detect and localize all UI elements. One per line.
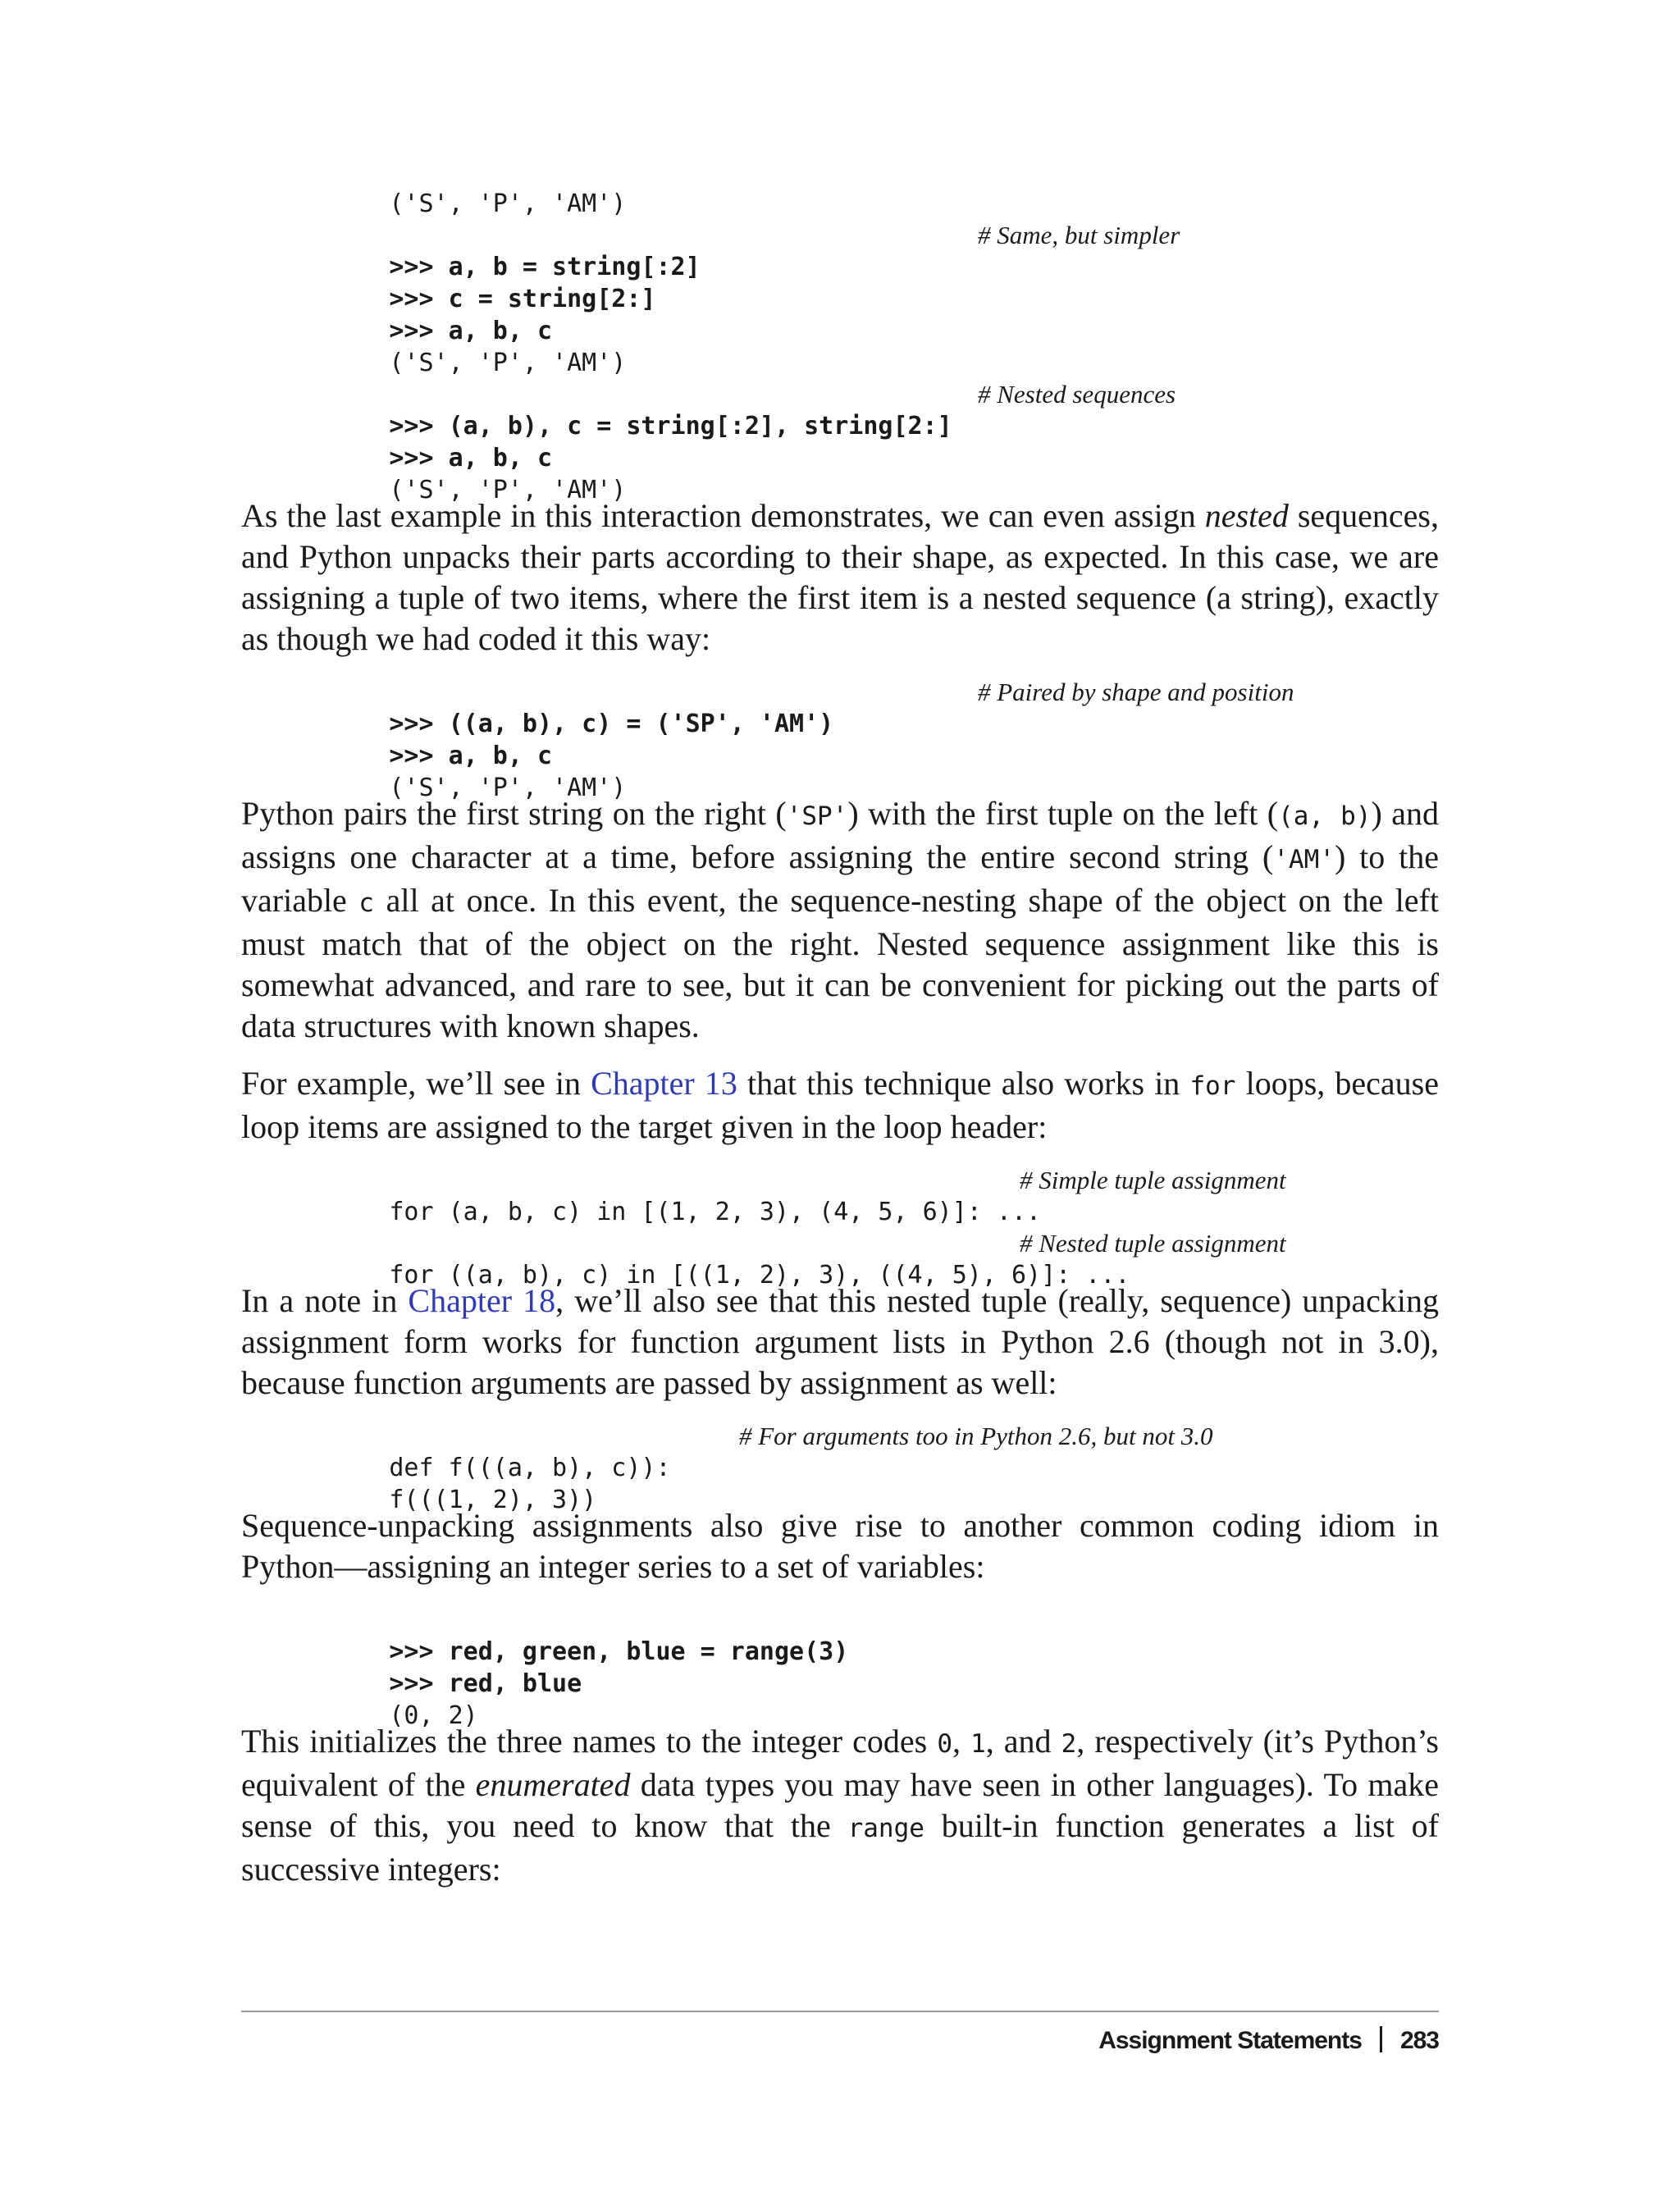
emphasis-text: enumerated	[475, 1766, 631, 1803]
text-run: ) with the first tuple on the left (	[847, 795, 1279, 832]
code-output: (0, 2)	[389, 1701, 478, 1730]
text-run: that this technique also works in	[737, 1065, 1190, 1102]
code-line	[300, 1420, 1439, 1482]
code-line	[300, 251, 1439, 313]
code-line	[300, 315, 1439, 377]
code-line	[300, 676, 1439, 738]
code-comment: # Nested sequences	[978, 380, 1176, 409]
footer-separator	[1380, 2026, 1382, 2052]
page-number: 283	[1399, 2027, 1439, 2054]
text-run: data types you may have seen in other languages). To make sense of this, you need to know that the	[241, 1766, 1440, 1844]
code-comment: # Simple tuple assignment	[1020, 1166, 1286, 1194]
code-comment: # For arguments too in Python 2.6, but not 3.0	[739, 1422, 1213, 1450]
code-line	[300, 1636, 1439, 1698]
footer-divider	[241, 2011, 1439, 2012]
inline-code: 2	[1061, 1729, 1077, 1759]
code-line	[300, 1668, 1439, 1730]
paragraph-idiom	[241, 1505, 1439, 1587]
code-input: >>> a, b, c	[389, 444, 553, 472]
code-line	[300, 410, 1439, 472]
code-comment: # Nested tuple assignment	[1020, 1229, 1286, 1258]
code-line	[300, 1452, 1439, 1514]
text-run: sequences, and Python unpacks their parts according to their shape, as expected. In this case, we are assigning a tuple of two items, where the first item is a nested sequence (a string), exactly as though we had coded it this way:	[241, 497, 1439, 657]
code-block-2	[300, 676, 1439, 802]
code-text: def f(((a, b), c)):	[389, 1454, 671, 1482]
code-text: for ((a, b), c) in [((1, 2), 3), ((4, 5), 6)]: ...	[389, 1261, 1130, 1290]
text-run: ,	[952, 1723, 971, 1760]
inline-code: for	[1189, 1071, 1236, 1101]
paragraph-range	[241, 1721, 1439, 1890]
text-run: all at once. In this event, the sequence-nesting shape of the object on the left must match that of the object on the right. Nested sequence assignment like this is somewhat advanced, and rare to see, but it can be convenient for picking out the parts of data structures with known shapes.	[241, 882, 1439, 1044]
inline-code: 'AM'	[1273, 845, 1335, 874]
code-input: >>> red, blue	[389, 1669, 582, 1698]
text-run: , and	[985, 1723, 1061, 1760]
inline-code: 'SP'	[786, 801, 848, 831]
inline-code: range	[847, 1814, 924, 1843]
code-line	[300, 1604, 1439, 1666]
code-input: >>> red, green, blue = range(3)	[389, 1637, 849, 1666]
text-run: Sequence-unpacking assignments also give rise to another common coding idiom in Python—assigning an integer series to a set of variables:	[241, 1507, 1439, 1585]
paragraph-pairing	[241, 793, 1439, 1047]
code-line	[300, 740, 1439, 802]
text-run: As the last example in this interaction demonstrates, we can even assign	[241, 497, 1205, 534]
code-block-1	[300, 156, 1439, 504]
chapter-13-link[interactable]: Chapter 13	[591, 1065, 737, 1102]
code-input: >>> c = string[2:]	[389, 285, 656, 313]
emphasis-text: nested	[1204, 497, 1289, 534]
code-output: ('S', 'P', 'AM')	[389, 349, 627, 377]
code-block-4	[300, 1420, 1439, 1514]
code-line	[300, 442, 1439, 504]
code-block-5	[300, 1604, 1439, 1730]
text-run: For example, we’ll see in	[241, 1065, 591, 1102]
code-input: >>> a, b = string[:2]	[389, 253, 701, 281]
text-run: This initializes the three names to the integer codes	[241, 1723, 938, 1760]
text-run: In a note in	[241, 1282, 409, 1319]
code-output: ('S', 'P', 'AM')	[389, 476, 627, 504]
code-comment: # Same, but simpler	[978, 221, 1180, 249]
code-line	[300, 283, 1439, 345]
code-input: >>> a, b, c	[389, 742, 553, 770]
text-run: ) to the variable	[241, 838, 1439, 919]
code-input: >>> a, b, c	[389, 317, 553, 345]
inline-code: c	[358, 888, 375, 918]
page-footer	[1098, 2025, 1439, 2057]
text-run: loops, because loop items are assigned to the target given in the loop header:	[241, 1065, 1439, 1145]
code-line	[300, 219, 1439, 281]
code-line	[300, 156, 1439, 218]
text-run: Python pairs the first string on the right (	[241, 795, 787, 832]
paragraph-for-loops	[241, 1063, 1439, 1148]
chapter-18-link[interactable]: Chapter 18	[408, 1282, 556, 1319]
footer-section-title: Assignment Statements	[1098, 2027, 1362, 2054]
code-comment: # Paired by shape and position	[978, 678, 1294, 706]
code-line	[300, 1227, 1439, 1290]
paragraph-function-arguments	[241, 1281, 1439, 1404]
text-run: , respectively (it’s Python’s equivalent of the	[241, 1723, 1439, 1803]
text-run: ) and assigns one character at a time, before assigning the entire second string (	[241, 795, 1440, 875]
code-output: ('S', 'P', 'AM')	[389, 189, 627, 218]
page-body	[241, 156, 1439, 1906]
code-line	[300, 378, 1439, 441]
text-run: built-in function generates a list of successive integers:	[241, 1807, 1440, 1888]
text-run: , we’ll also see that this nested tuple (really, sequence) unpacking assignment form works for function argument lists in Python 2.6 (though not in 3.0), because function arguments are passed by assignment as well:	[241, 1282, 1439, 1401]
code-line	[300, 708, 1439, 770]
paragraph-nested-assignment	[241, 495, 1439, 660]
inline-code: (a, b)	[1278, 801, 1372, 831]
code-line	[300, 1164, 1439, 1226]
code-block-3	[300, 1164, 1439, 1290]
code-input: >>> (a, b), c = string[:2], string[2:]	[389, 412, 952, 441]
code-input: >>> ((a, b), c) = ('SP', 'AM')	[389, 710, 834, 738]
inline-code: 1	[970, 1729, 986, 1759]
code-text: f(((1, 2), 3))	[389, 1486, 597, 1514]
code-output: ('S', 'P', 'AM')	[389, 774, 627, 802]
inline-code: 0	[937, 1729, 952, 1759]
code-text: for (a, b, c) in [(1, 2, 3), (4, 5, 6)]: ...	[389, 1198, 1042, 1226]
